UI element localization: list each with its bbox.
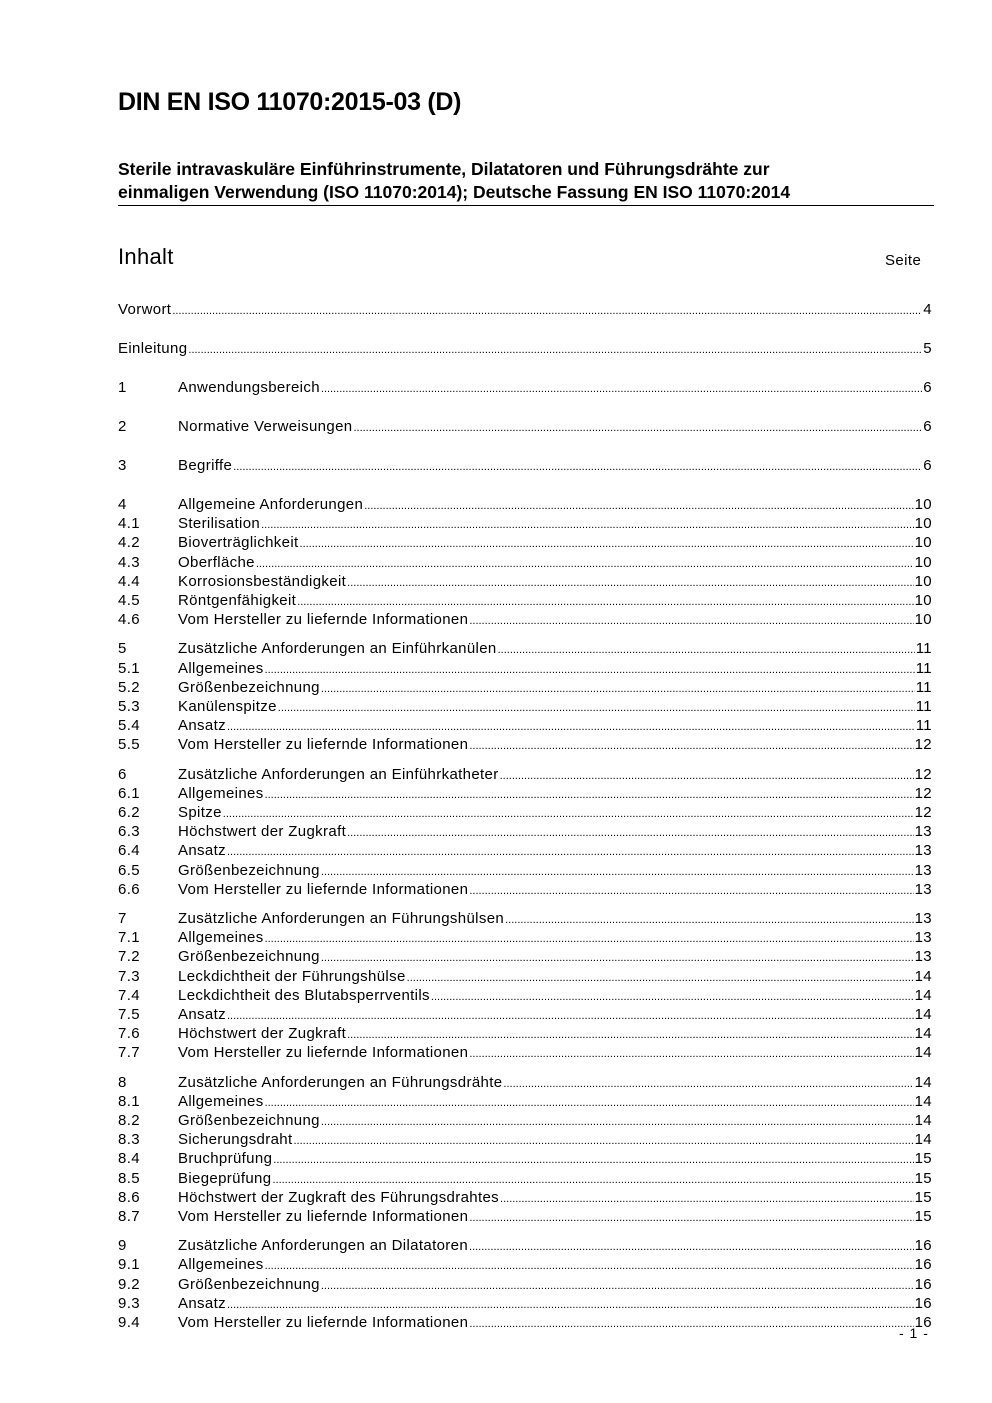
- toc-entry-page: 6: [923, 457, 932, 474]
- toc-entry-title: Größenbezeichnung: [178, 948, 320, 966]
- toc-leader-dots: [431, 987, 914, 1004]
- toc-entry-number: 4.4: [118, 572, 140, 590]
- toc-entry-page: 14: [914, 986, 932, 1004]
- toc-entry-page: 6: [923, 418, 932, 435]
- toc-entry-title: Begriffe: [178, 457, 233, 474]
- toc-entry-number: 8.7: [118, 1208, 140, 1225]
- toc-leader-dots: [469, 1208, 913, 1225]
- toc-entry-page: 15: [914, 1188, 932, 1206]
- toc-entry[interactable]: [118, 804, 932, 824]
- toc-entry-number: 9: [118, 1237, 127, 1255]
- toc-entry-number: 2: [118, 418, 127, 435]
- toc-leader-dots: [265, 929, 914, 946]
- toc-entry-number: 8.1: [118, 1092, 140, 1110]
- toc-entry-title: Allgemeines: [178, 784, 264, 802]
- toc-entry-page: 12: [914, 784, 932, 802]
- toc-entry-page: 10: [914, 611, 932, 629]
- toc-entry[interactable]: [118, 736, 932, 756]
- toc-entry-number: 3: [118, 457, 127, 474]
- toc-entry-number: 5.1: [118, 659, 140, 677]
- toc-entry-number: 7.3: [118, 967, 140, 985]
- toc-entry-title: Allgemeines: [178, 1256, 264, 1274]
- toc-entry-page: 14: [914, 1044, 932, 1062]
- toc-leader-dots: [469, 1044, 913, 1061]
- toc-entry[interactable]: [118, 910, 932, 930]
- toc-entry-title: Höchstwert der Zugkraft des Führungsdrahtes: [178, 1188, 500, 1206]
- toc-entry-page: 10: [914, 592, 932, 609]
- toc-entry[interactable]: [118, 457, 932, 477]
- toc-entry-title: Oberfläche: [178, 553, 255, 571]
- toc-entry-title: Einleitung: [118, 340, 188, 357]
- toc-entry-number: 9.4: [118, 1314, 140, 1331]
- toc-entry-number: 8.6: [118, 1188, 140, 1206]
- toc-entry-title: Vom Hersteller zu liefernde Informationen: [178, 1208, 469, 1225]
- toc-entry-title: Bruchprüfung: [178, 1150, 273, 1168]
- toc-entry-page: 12: [914, 765, 932, 783]
- toc-entry-title: Kanülenspitze: [178, 698, 277, 715]
- toc-entry-number: 1: [118, 379, 127, 396]
- toc-entry[interactable]: [118, 881, 932, 901]
- toc-entry[interactable]: [118, 1131, 932, 1151]
- toc-entry-page: 10: [914, 496, 932, 513]
- toc-leader-dots: [227, 1295, 914, 1312]
- toc-entry[interactable]: [118, 987, 932, 1007]
- toc-entry-number: 6.1: [118, 784, 140, 802]
- toc-entry[interactable]: [118, 418, 932, 438]
- toc-entry-page: 13: [914, 910, 932, 927]
- toc-leader-dots: [469, 1237, 914, 1254]
- toc-leader-dots: [297, 592, 913, 609]
- subtitle-line-1: Sterile intravaskuläre Einführinstrumente, Dilatatoren und Führungsdrähte zur: [118, 159, 770, 179]
- toc-entry-page: 11: [915, 640, 932, 658]
- toc-entry-number: 5.4: [118, 717, 140, 735]
- toc-entry-title: Vom Hersteller zu liefernde Informationen: [178, 736, 469, 754]
- toc-entry-page: 5: [923, 340, 932, 357]
- toc-entry-title: Größenbezeichnung: [178, 678, 320, 696]
- toc-entry[interactable]: [118, 1208, 932, 1228]
- toc-leader-dots: [321, 948, 914, 965]
- toc-entry[interactable]: [118, 379, 932, 399]
- toc-entry[interactable]: [118, 1170, 932, 1190]
- toc-entry-page: 14: [914, 1073, 932, 1091]
- toc-entry[interactable]: [118, 1276, 932, 1296]
- toc-entry[interactable]: [118, 785, 932, 805]
- toc-entry-number: 7.5: [118, 1006, 140, 1023]
- toc-entry-page: 6: [923, 379, 932, 396]
- toc-entry[interactable]: [118, 660, 932, 680]
- toc-entry-number: 6.3: [118, 823, 140, 841]
- toc-leader-dots: [265, 1093, 914, 1110]
- toc-entry-title: Spitze: [178, 804, 222, 821]
- toc-entry-title: Größenbezeichnung: [178, 861, 320, 879]
- toc-entry-page: 10: [914, 553, 932, 571]
- toc-entry[interactable]: [118, 968, 932, 988]
- toc-entry-page: 4: [923, 301, 932, 318]
- toc-entry-page: 10: [914, 534, 932, 552]
- toc-entry-page: 16: [914, 1256, 932, 1274]
- toc-entry-number: 4.1: [118, 515, 140, 533]
- toc-entry-page: 11: [915, 659, 932, 677]
- toc-entry-title: Vom Hersteller zu liefernde Informationen: [178, 611, 469, 629]
- toc-entry-title: Bioverträglichkeit: [178, 534, 299, 552]
- toc-entry[interactable]: [118, 823, 932, 843]
- toc-entry[interactable]: [118, 717, 932, 737]
- toc-leader-dots: [321, 1112, 914, 1129]
- toc-entry[interactable]: [118, 766, 932, 786]
- toc-entry-page: 11: [915, 698, 932, 715]
- toc-entry-title: Vom Hersteller zu liefernde Informationen: [178, 1314, 469, 1331]
- toc-entry[interactable]: [118, 1237, 932, 1257]
- toc-entry-number: 9.3: [118, 1294, 140, 1312]
- toc-entry-number: 8.4: [118, 1150, 140, 1168]
- toc-entry-number: 8.3: [118, 1131, 140, 1149]
- toc-entry[interactable]: [118, 496, 932, 516]
- toc-entry-number: 5.5: [118, 736, 140, 754]
- toc-leader-dots: [256, 554, 914, 571]
- toc-leader-dots: [265, 1256, 914, 1273]
- toc-entry-number: 9.2: [118, 1275, 140, 1293]
- toc-entry-title: Höchstwert der Zugkraft: [178, 823, 347, 841]
- toc-entry-title: Leckdichtheit des Blutabsperrventils: [178, 986, 430, 1004]
- page-number: - 1 -: [899, 1325, 929, 1341]
- toc-entry[interactable]: [118, 1295, 932, 1315]
- toc-entry[interactable]: [118, 1044, 932, 1064]
- toc-entry-title: Vom Hersteller zu liefernde Informationen: [178, 1044, 469, 1062]
- toc-leader-dots: [347, 1025, 914, 1042]
- toc-entry-title: Leckdichtheit der Führungshülse: [178, 967, 406, 985]
- toc-entry[interactable]: [118, 515, 932, 535]
- toc-entry-page: 16: [914, 1314, 932, 1331]
- toc-entry-title: Zusätzliche Anforderungen an Dilatatoren: [178, 1237, 469, 1255]
- toc-entry-page: 10: [914, 572, 932, 590]
- toc-entry-number: 6: [118, 765, 127, 783]
- toc-entry-title: Ansatz: [178, 1006, 226, 1023]
- toc-entry-title: Normative Verweisungen: [178, 418, 353, 435]
- toc-leader-dots: [469, 611, 913, 628]
- toc-entry[interactable]: [118, 554, 932, 574]
- toc-entry-title: Größenbezeichnung: [178, 1275, 320, 1293]
- toc-entry-page: 13: [914, 880, 932, 898]
- toc-leader-dots: [469, 736, 913, 753]
- toc-entry[interactable]: [118, 1314, 932, 1334]
- toc-entry[interactable]: [118, 679, 932, 699]
- toc-leader-dots: [278, 698, 915, 715]
- toc-entry[interactable]: [118, 1112, 932, 1132]
- toc-entry-page: 13: [914, 823, 932, 841]
- toc-entry-title: Ansatz: [178, 842, 226, 860]
- toc-entry[interactable]: [118, 1256, 932, 1276]
- toc-entry-number: 8: [118, 1073, 127, 1091]
- toc-entry[interactable]: [118, 1189, 932, 1209]
- toc-leader-dots: [227, 842, 914, 859]
- toc-leader-dots: [261, 515, 914, 532]
- toc-entry-page: 13: [914, 842, 932, 860]
- toc-entry-number: 5.3: [118, 698, 140, 715]
- subtitle-line-2: einmaligen Verwendung (ISO 11070:2014); Deutsche Fassung EN ISO 11070:2014: [118, 182, 791, 202]
- toc-entry-number: 4.2: [118, 534, 140, 552]
- toc-entry-title: Höchstwert der Zugkraft: [178, 1025, 347, 1043]
- toc-entry-page: 12: [914, 736, 932, 754]
- toc-entry-number: 8.2: [118, 1112, 140, 1129]
- toc-entry[interactable]: [118, 1025, 932, 1045]
- toc-entry-number: 7.1: [118, 929, 140, 947]
- toc-entry[interactable]: [118, 948, 932, 968]
- toc-entry-title: Ansatz: [178, 1294, 226, 1312]
- toc-entry-number: 8.5: [118, 1169, 140, 1187]
- toc-leader-dots: [469, 881, 913, 898]
- toc-entry-page: 15: [914, 1169, 932, 1187]
- toc-entry-title: Anwendungsbereich: [178, 379, 320, 396]
- toc-entry-number: 6.4: [118, 842, 140, 860]
- toc-entry-number: 6.6: [118, 880, 140, 898]
- toc-entry-title: Sterilisation: [178, 515, 261, 533]
- toc-leader-dots: [223, 804, 914, 821]
- toc-leader-dots: [347, 823, 914, 840]
- toc-entry-page: 15: [914, 1150, 932, 1168]
- toc-leader-dots: [500, 1189, 914, 1206]
- toc-entry-page: 12: [914, 804, 932, 821]
- toc-entry-title: Vom Hersteller zu liefernde Informationen: [178, 880, 469, 898]
- toc-entry-title: Korrosionsbeständigkeit: [178, 572, 347, 590]
- toc-entry[interactable]: [118, 340, 932, 360]
- toc-entry-page: 16: [914, 1294, 932, 1312]
- toc-entry-title: Zusätzliche Anforderungen an Führungshülsen: [178, 910, 505, 927]
- toc-entry-title: Röntgenfähigkeit: [178, 592, 297, 609]
- toc-leader-dots: [505, 910, 914, 927]
- toc-entry-title: Allgemeines: [178, 659, 264, 677]
- toc-entry[interactable]: [118, 1093, 932, 1113]
- toc-entry[interactable]: [118, 862, 932, 882]
- toc-leader-dots: [321, 379, 922, 396]
- toc-leader-dots: [265, 660, 915, 677]
- toc-page-label: Seite: [885, 252, 922, 269]
- toc-leader-dots: [265, 785, 914, 802]
- toc-leader-dots: [498, 640, 915, 657]
- toc-leader-dots: [321, 679, 915, 696]
- toc-entry[interactable]: [118, 842, 932, 862]
- toc-entry-title: Allgemeine Anforderungen: [178, 496, 364, 513]
- toc-entry-title: Allgemeines: [178, 1092, 264, 1110]
- toc-entry[interactable]: [118, 301, 932, 321]
- toc-entry-title: Ansatz: [178, 717, 226, 735]
- toc-entry-number: 4.6: [118, 611, 140, 629]
- toc-entry[interactable]: [118, 611, 932, 631]
- toc-entry-title: Vorwort: [118, 301, 172, 318]
- toc-entry-number: 4.5: [118, 592, 140, 609]
- toc-entry-page: 11: [915, 678, 932, 696]
- toc-entry-page: 10: [914, 515, 932, 533]
- toc-entry-page: 16: [914, 1237, 932, 1255]
- toc-heading: Inhalt: [118, 244, 174, 269]
- toc-entry-title: Zusätzliche Anforderungen an Einführkanülen: [178, 640, 497, 658]
- toc-leader-dots: [233, 457, 922, 474]
- toc-leader-dots: [347, 573, 913, 590]
- toc-entry-title: Größenbezeichnung: [178, 1112, 320, 1129]
- toc-entry-page: 13: [914, 861, 932, 879]
- toc-leader-dots: [321, 1276, 914, 1293]
- toc-entry-title: Zusätzliche Anforderungen an Führungsdrähte: [178, 1073, 503, 1091]
- toc-entry[interactable]: [118, 1006, 932, 1026]
- toc-leader-dots: [300, 534, 914, 551]
- toc-entry[interactable]: [118, 592, 932, 612]
- toc-entry-title: Sicherungsdraht: [178, 1131, 293, 1149]
- toc-leader-dots: [469, 1314, 913, 1331]
- toc-entry-number: 7.6: [118, 1025, 140, 1043]
- toc-leader-dots: [227, 1006, 914, 1023]
- toc-entry-page: 14: [914, 1006, 932, 1023]
- toc-entry-page: 14: [914, 1131, 932, 1149]
- toc-entry-title: Biegeprüfung: [178, 1169, 272, 1187]
- toc-leader-dots: [272, 1170, 913, 1187]
- toc-leader-dots: [500, 766, 914, 783]
- toc-entry-title: Zusätzliche Anforderungen an Einführkatheter: [178, 765, 499, 783]
- toc-entry-title: Allgemeines: [178, 929, 264, 947]
- toc-leader-dots: [172, 301, 922, 318]
- toc-entry-number: 7.7: [118, 1044, 140, 1062]
- toc-entry[interactable]: [118, 1150, 932, 1170]
- toc-entry-number: 7.2: [118, 948, 140, 966]
- toc-entry[interactable]: [118, 573, 932, 593]
- toc-leader-dots: [273, 1150, 913, 1167]
- toc-entry-number: 6.2: [118, 804, 140, 821]
- toc-entry-page: 14: [914, 1112, 932, 1129]
- toc-entry-number: 4.3: [118, 553, 140, 571]
- toc-leader-dots: [321, 862, 914, 879]
- toc-entry-number: 6.5: [118, 861, 140, 879]
- toc-leader-dots: [188, 340, 922, 357]
- toc-leader-dots: [227, 717, 915, 734]
- toc-entry-number: 4: [118, 496, 127, 513]
- toc-leader-dots: [364, 496, 913, 513]
- toc-entry-page: 15: [914, 1208, 932, 1225]
- toc-entry[interactable]: [118, 640, 932, 660]
- toc-entry-number: 5: [118, 640, 127, 658]
- toc-entry-number: 5.2: [118, 678, 140, 696]
- toc-entry-page: 16: [914, 1275, 932, 1293]
- toc-entry-page: 14: [914, 1092, 932, 1110]
- toc-entry[interactable]: [118, 698, 932, 718]
- toc-entry-number: 7.4: [118, 986, 140, 1004]
- toc-entry-number: 9.1: [118, 1256, 140, 1274]
- toc-entry[interactable]: [118, 929, 932, 949]
- toc-entry-number: 7: [118, 910, 127, 927]
- toc-entry-page: 11: [915, 717, 932, 735]
- toc-leader-dots: [503, 1074, 913, 1091]
- toc-entry[interactable]: [118, 534, 932, 554]
- toc-entry-page: 13: [914, 948, 932, 966]
- toc-entry[interactable]: [118, 1074, 932, 1094]
- toc-leader-dots: [407, 968, 914, 985]
- toc-entry-page: 14: [914, 1025, 932, 1043]
- toc-leader-dots: [353, 418, 922, 435]
- document-title: DIN EN ISO 11070:2015-03 (D): [118, 88, 462, 116]
- toc-leader-dots: [293, 1131, 913, 1148]
- toc-entry-page: 14: [914, 967, 932, 985]
- toc-entry-page: 13: [914, 929, 932, 947]
